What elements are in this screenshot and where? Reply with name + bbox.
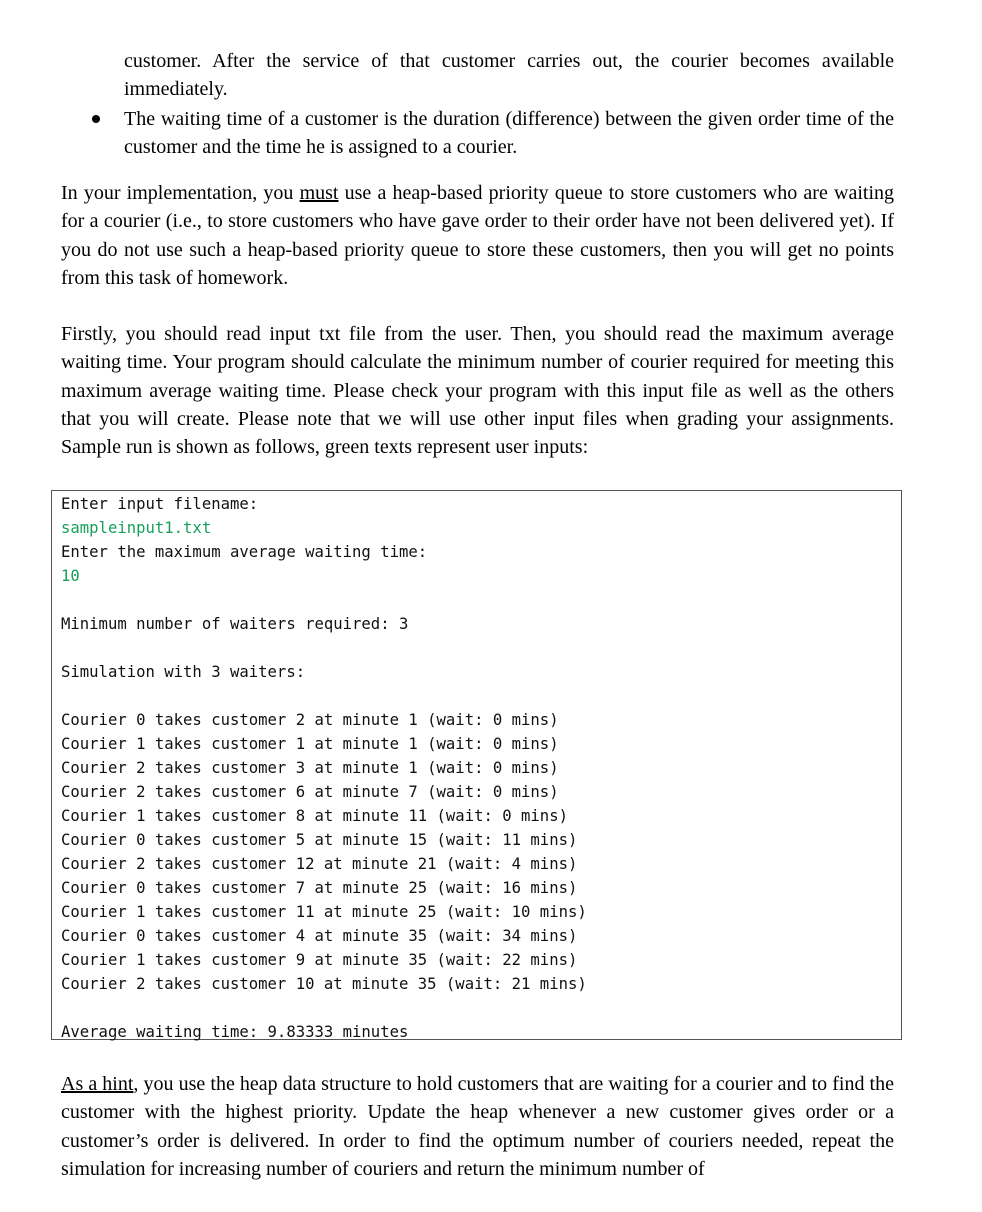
para1-after: use a heap-based priority queue to store customers who are waiting for a courier (i.e., to store customers who have gave order to their order have not been delivered yet). If you do not use such a heap-based priority queue to store these customers, then you will get no points from this task of homework.	[61, 182, 895, 289]
prompt-wait: Enter the maximum average waiting time:	[61, 543, 428, 561]
log-line: Courier 0 takes customer 4 at minute 35 (wait: 34 mins)	[61, 927, 578, 945]
input-wait: 10	[61, 567, 80, 585]
bullet-item-waiting-time: The waiting time of a customer is the duration (difference) between the given order time of the customer and the time he is assigned to a courier.	[124, 108, 894, 158]
blank-line	[61, 588, 901, 612]
log-line: Courier 1 takes customer 1 at minute 1 (wait: 0 mins)	[61, 735, 559, 753]
sample-run-console	[51, 490, 902, 1040]
average-waiting-line: Average waiting time: 9.83333 minutes	[61, 1023, 409, 1041]
log-line: Courier 0 takes customer 5 at minute 15 (wait: 11 mins)	[61, 831, 578, 849]
log-line: Courier 1 takes customer 8 at minute 11 (wait: 0 mins)	[61, 807, 568, 825]
paragraph-heap-requirement	[61, 179, 894, 292]
blank-line	[61, 684, 901, 708]
must-underlined: must	[299, 182, 339, 204]
log-line: Courier 0 takes customer 2 at minute 1 (wait: 0 mins)	[61, 711, 559, 729]
blank-line	[61, 996, 901, 1020]
para3-after: , you use the heap data structure to hold customers that are waiting for a courier and to find the customer with the highest priority. Update the heap whenever a new customer gives order or a customer’s order is delivered. In order to find the optimum number of couriers needed, repeat the simulation for increasing number of couriers and return the minimum number of	[61, 1073, 894, 1180]
log-line: Courier 0 takes customer 7 at minute 25 (wait: 16 mins)	[61, 879, 578, 897]
prompt-filename: Enter input filename:	[61, 495, 259, 513]
log-line: Courier 2 takes customer 10 at minute 35 (wait: 21 mins)	[61, 975, 587, 993]
min-required-line: Minimum number of waiters required: 3	[61, 615, 409, 633]
log-line: Courier 1 takes customer 11 at minute 25 (wait: 10 mins)	[61, 903, 587, 921]
log-line: Courier 2 takes customer 3 at minute 1 (wait: 0 mins)	[61, 759, 559, 777]
simulation-log	[61, 708, 901, 996]
paragraph-hint	[61, 1070, 894, 1183]
paragraph-input-instructions: Firstly, you should read input txt file from the user. Then, you should read the maximum average waiting time. Your program should calculate the minimum number of courier required for meeting this maximum average waiting time. Please check your program with this input file as well as the others that you will create. Please note that we will use other input files when grading your assignments. Sample run is shown as follows, green texts represent user inputs:	[61, 323, 894, 459]
log-line: Courier 2 takes customer 6 at minute 7 (wait: 0 mins)	[61, 783, 559, 801]
para1-before: In your implementation, you	[61, 182, 300, 204]
blank-line	[61, 636, 901, 660]
log-line: Courier 1 takes customer 9 at minute 35 (wait: 22 mins)	[61, 951, 578, 969]
log-line: Courier 2 takes customer 12 at minute 21 (wait: 4 mins)	[61, 855, 578, 873]
bullet-continuation: customer. After the service of that customer carries out, the courier becomes available immediately.	[124, 50, 894, 100]
simulation-header: Simulation with 3 waiters:	[61, 663, 306, 681]
bullet-dot	[92, 115, 100, 123]
input-filename: sampleinput1.txt	[61, 519, 212, 537]
hint-underlined: As a hint	[61, 1073, 134, 1095]
